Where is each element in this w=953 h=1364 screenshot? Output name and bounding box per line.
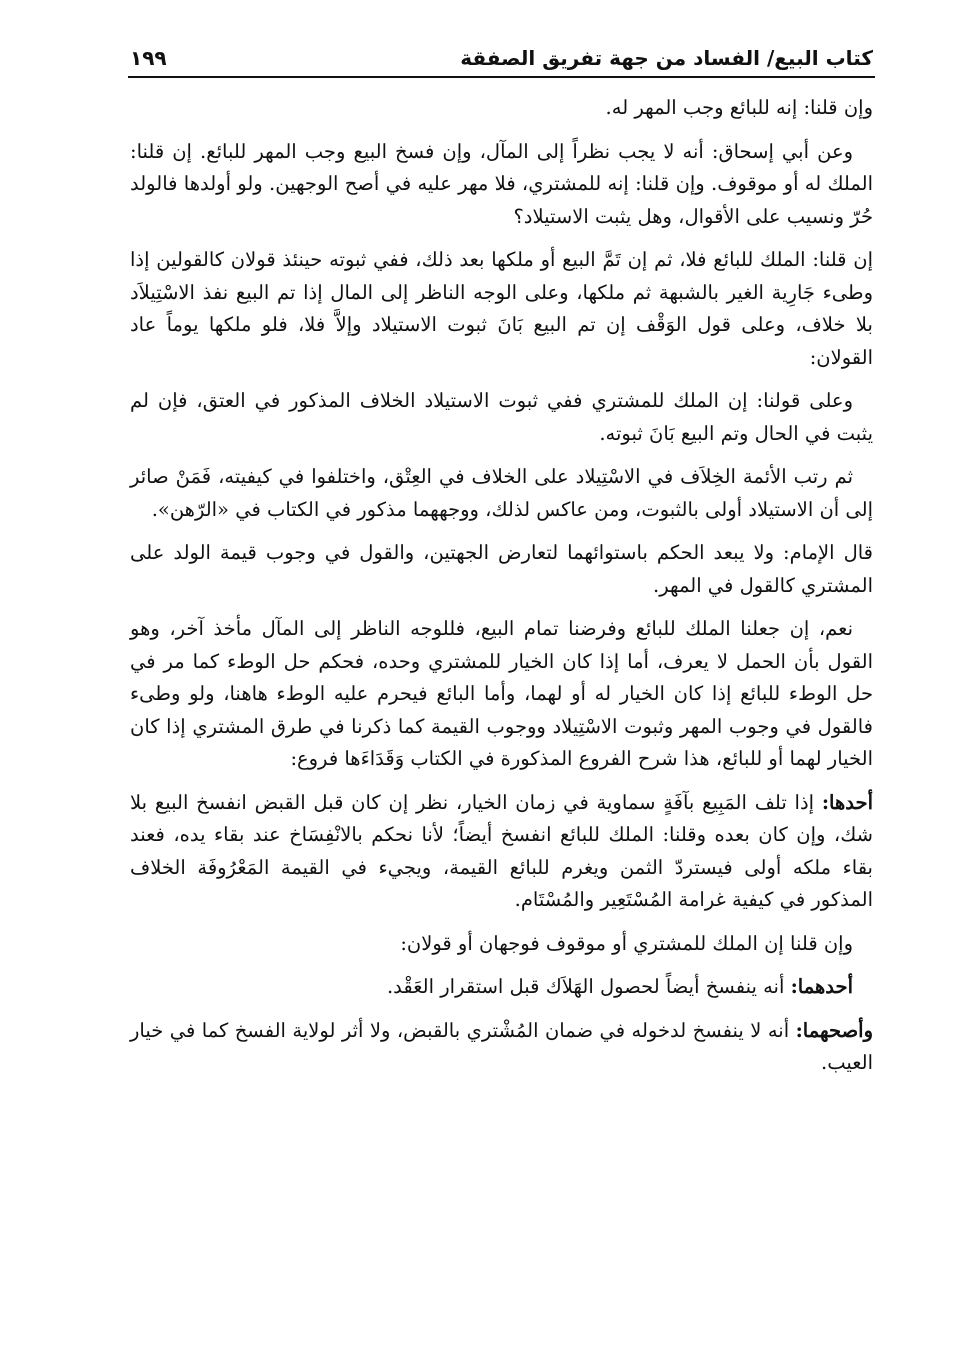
paragraph — [130, 787, 873, 917]
paragraph — [130, 385, 873, 450]
page-header — [130, 28, 873, 72]
paragraph-text: وإن قلنا: إنه للبائع وجب المهر له. — [605, 96, 873, 119]
header-rule — [128, 76, 875, 78]
paragraph-text: وإن قلنا إن الملك للمشتري أو موقوف فوجهان أو قولان: — [400, 931, 853, 955]
paragraph-lead: وأصحهما: — [795, 1018, 873, 1042]
paragraph-lead: أحدها: — [821, 790, 873, 814]
paragraph-text: وعلى قولنا: إن الملك للمشتري ففي ثبوت الاستيلاد الخلاف المذكور في العتق، فإن لم يثبت في الحال وتم البيع بَانَ ثبوته. — [130, 389, 873, 445]
paragraph-text: ثم رتب الأئمة الخِلاَف في الاسْتِيلاد على الخلاف في العِتْق، واختلفوا في كيفيته، فَمَنْ صائر إلى أن الاستيلاد أولى بالثبوت، ومن عاكس لذلك، ووجههما مذكور في الكتاب في «الرّهن». — [130, 465, 873, 521]
paragraph — [130, 537, 873, 602]
paragraph — [130, 928, 873, 961]
paragraph-text: إذا تلف المَبِيع بآفَةٍ سماوية في زمان الخيار، نظر إن كان قبل القبض انفسخ البيع بلا شك، وإن كان بعده وقلنا: الملك للبائع انفسخ أيضاً؛ لأنا نحكم بالانْفِسَاخ عند بقاء يده، فعند بقاء ملكه أولى فيستردّ الثمن ويغرم للبائع القيمة، ويجيء في القيمة المَعْرُوفَة الخلاف المذكور في كيفية غرامة المُسْتَعِير والمُسْتَام. — [130, 790, 873, 911]
running-title: كتاب البيع/ الفساد من جهة تفريق الصفقة — [460, 46, 873, 70]
page-number: ١٩٩ — [130, 46, 167, 70]
paragraph — [130, 461, 873, 526]
paragraph-text: أنه ينفسخ أيضاً لحصول الهَلاَك قبل استقرار العَقْد. — [386, 975, 791, 998]
body-text — [130, 92, 873, 1091]
paragraph-text: قال الإمام: ولا يبعد الحكم باستوائهما لتعارض الجهتين، والقول في وجوب قيمة الولد على المشتري كالقول في المهر. — [130, 541, 873, 597]
paragraph — [130, 244, 873, 374]
paragraph — [130, 92, 873, 125]
paragraph — [130, 613, 873, 776]
paragraph-text: إن قلنا: الملك للبائع فلا، ثم إن تَمَّ البيع أو ملكها بعد ذلك، ففي ثبوته حينئذ قولان كالقولين إذا وطىء جَارِية الغير بالشبهة ثم ملكها، وعلى الوجه الناظر إلى المال إذا تم البيع نفذ الاسْتِيلاَد بلا خلاف، وعلى قول الوَقْف إن تم البيع بَانَ ثبوت الاستيلاد وإلاَّ فلا، فلو ملكها يوماً عاد القولان: — [130, 248, 873, 369]
paragraph-text: أنه لا ينفسخ لدخوله في ضمان المُشْتري بالقبض، ولا أثر لولاية الفسخ كما في خيار العيب. — [130, 1018, 873, 1074]
paragraph-lead: أحدهما: — [790, 975, 853, 998]
paragraph-text: نعم، إن جعلنا الملك للبائع وفرضنا تمام البيع، فللوجه الناظر إلى المآل مأخذ آخر، وهو القول بأن الحمل لا يعرف، أما إذا كان الخيار للمشتري وحده، فحكم حل الوطء كما مر في حل الوطء للبائع إذا كان الخيار له أو لهما، وأما البائع فيحرم عليه الوطء هاهنا، ولو وطىء فالقول في وجوب المهر وثبوت الاسْتِيلاد ووجوب القيمة كما ذكرنا في طرق المشتري إذا كان الخيار لهما أو للبائع، هذا شرح الفروع المذكورة في الكتاب وَقَدَاءَها فروع: — [130, 617, 873, 770]
paragraph — [130, 1015, 873, 1080]
paragraph-text: وعن أبي إسحاق: أنه لا يجب نظراً إلى المآل، وإن فسخ البيع وجب المهر للبائع. إن قلنا: الملك له أو موقوف. وإن قلنا: إنه للمشتري، فلا مهر عليه في أصح الوجهين. ولو أولدها فالولد حُرّ ونسيب على الأقوال، وهل يثبت الاستيلاد؟ — [130, 139, 873, 228]
paragraph — [130, 971, 873, 1004]
paragraph — [130, 136, 873, 234]
